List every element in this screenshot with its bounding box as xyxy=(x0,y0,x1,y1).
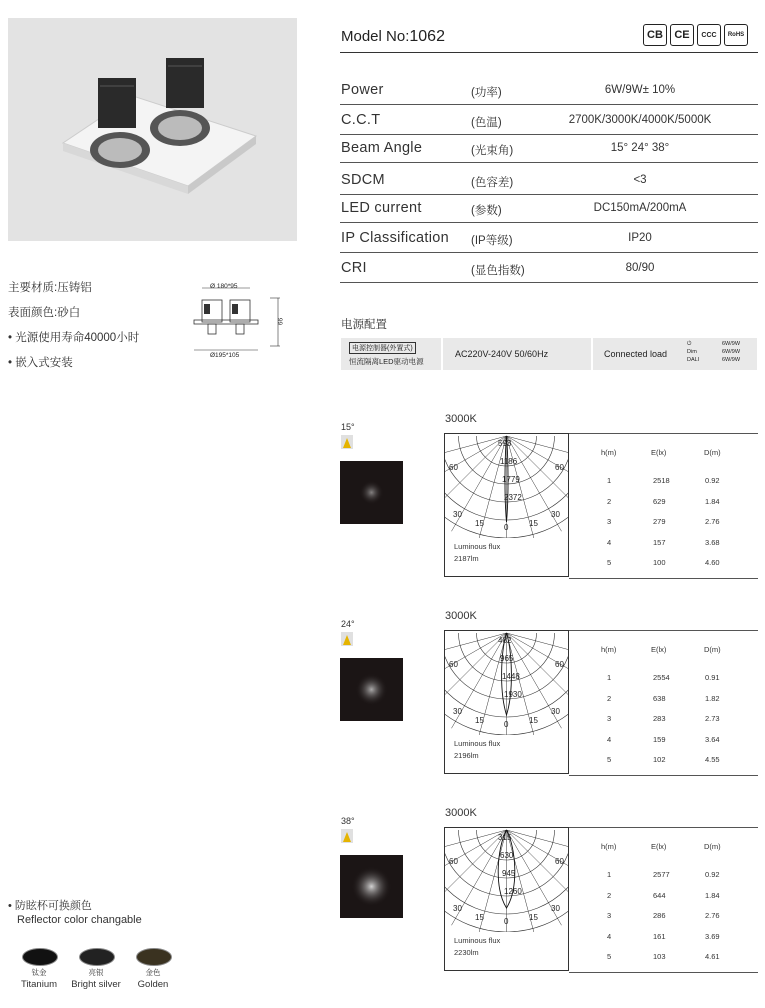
spec-row-led-current xyxy=(340,192,758,223)
beam-spot-image xyxy=(340,658,403,721)
polar-label: 15 xyxy=(475,716,484,725)
table-cell-e: 644 xyxy=(653,890,666,900)
reflector-option-cn: 金色 xyxy=(145,968,161,977)
table-cell-h: 3 xyxy=(607,517,612,526)
feature-lifetime: • 光源使用寿命40000小时 xyxy=(8,332,140,344)
polar-ring-value: 1186 xyxy=(500,457,518,466)
col-header: h(m) xyxy=(601,842,617,851)
spec-cn: (参数) xyxy=(471,205,502,217)
spec-value: 2700K/3000K/4000K/5000K xyxy=(568,114,712,126)
reflector-option-cn: 钛金 xyxy=(31,968,47,977)
polar-ring-value: 1779 xyxy=(502,475,520,484)
rohs-mark-icon: RoHS xyxy=(724,24,748,46)
load-value: 6W/9W xyxy=(722,349,741,355)
polar-ring-value: 482 xyxy=(498,636,512,645)
polar-ring-value: 945 xyxy=(502,869,516,878)
table-cell-h: 1 xyxy=(607,870,612,879)
table-cell-d: 4.61 xyxy=(705,952,720,961)
spec-label: C.C.T xyxy=(341,112,381,128)
flux-value: 2230lm xyxy=(454,948,479,957)
mode-dali: DALI xyxy=(687,357,700,363)
reflector-option-en: Bright silver xyxy=(71,979,121,990)
table-cell-h: 1 xyxy=(607,673,612,682)
beam-angle-label: 15° xyxy=(341,422,355,432)
spec-cn: (色温) xyxy=(471,117,502,129)
flux-value: 2187lm xyxy=(454,554,479,563)
table-cell-h: 2 xyxy=(607,496,612,506)
polar-diagram xyxy=(444,630,569,774)
polar-spoke xyxy=(507,633,569,661)
beam-spot-image xyxy=(340,461,403,524)
spec-value: 15° 24° 38° xyxy=(610,142,670,154)
polar-label: 15 xyxy=(529,913,538,922)
cb-mark-icon: CB xyxy=(643,24,667,46)
polar-label: 0 xyxy=(504,523,509,532)
polar-label: 30 xyxy=(453,904,462,913)
col-header: E(lx) xyxy=(651,448,667,457)
table-cell-d: 3.68 xyxy=(705,537,720,547)
polar-label: 60 xyxy=(449,857,458,866)
feature-install: • 嵌入式安装 xyxy=(8,357,73,369)
polar-label: 15 xyxy=(475,519,484,528)
product-photo xyxy=(8,18,297,241)
spec-row-ip xyxy=(340,222,758,253)
table-cell-h: 1 xyxy=(607,476,612,485)
ce-mark-icon: CE xyxy=(670,24,694,46)
table-cell-e: 157 xyxy=(653,537,666,547)
table-cell-h: 4 xyxy=(607,537,612,547)
polar-ring-value: 630 xyxy=(500,851,514,860)
beam-triangle-icon xyxy=(341,632,353,646)
polar-label: 30 xyxy=(551,510,560,519)
spec-cn: (IP等级) xyxy=(471,235,513,247)
col-header: h(m) xyxy=(601,645,617,654)
table-cell-h: 5 xyxy=(607,952,612,961)
spec-row-power xyxy=(340,74,758,105)
table-cell-h: 5 xyxy=(607,558,612,567)
polar-ring-value: 965 xyxy=(500,654,514,663)
flux-label: Luminous flux xyxy=(454,542,501,551)
table-cell-h: 4 xyxy=(607,931,612,941)
input-voltage: AC220V-240V 50/60Hz xyxy=(455,349,549,359)
table-cell-h: 3 xyxy=(607,714,612,723)
table-cell-d: 4.60 xyxy=(705,558,720,567)
table-cell-e: 103 xyxy=(653,952,666,961)
beam-triangle-icon xyxy=(341,435,353,449)
ccc-mark-icon: CCC xyxy=(697,24,721,46)
spec-label: SDCM xyxy=(341,172,385,188)
mode-column xyxy=(687,340,699,364)
reflector-swatch-icon xyxy=(136,948,172,966)
divider xyxy=(441,338,443,370)
polar-label: 0 xyxy=(504,720,509,729)
table-cell-d: 1.84 xyxy=(705,890,720,900)
driver-label: 恒流隔离LED驱动电源 xyxy=(349,357,424,366)
table-cell-d: 1.82 xyxy=(705,693,720,703)
polar-diagram xyxy=(444,433,569,577)
model-label: Model No: xyxy=(341,28,410,45)
table-cell-e: 279 xyxy=(653,517,666,526)
flux-label: Luminous flux xyxy=(454,936,501,945)
table-cell-h: 3 xyxy=(607,911,612,920)
polar-label: 60 xyxy=(449,660,458,669)
col-header: E(lx) xyxy=(651,842,667,851)
table-cell-h: 2 xyxy=(607,890,612,900)
certification-marks xyxy=(643,24,748,46)
load-value: 6W/9W xyxy=(722,341,741,347)
dimension-drawing xyxy=(188,282,288,367)
dim-height-label: 99 xyxy=(276,317,284,326)
polar-label: 15 xyxy=(529,716,538,725)
polar-label: 30 xyxy=(551,904,560,913)
table-cell-d: 0.91 xyxy=(705,673,720,682)
spec-row-sdcm xyxy=(340,164,758,195)
polar-ring-value: 593 xyxy=(498,439,512,448)
reflector-swatch-icon xyxy=(79,948,115,966)
table-cell-d: 2.76 xyxy=(705,517,720,526)
polar-ring-value: 315 xyxy=(498,833,512,842)
cct-label: 3000K xyxy=(445,807,477,819)
spec-value: IP20 xyxy=(628,232,652,244)
reflector-option-cn: 亮银 xyxy=(88,968,104,977)
table-cell-e: 2518 xyxy=(653,476,670,485)
table-cell-e: 161 xyxy=(653,931,666,941)
col-header: E(lx) xyxy=(651,645,667,654)
table-cell-d: 2.76 xyxy=(705,911,720,920)
power-config-title: 电源配置 xyxy=(341,319,387,331)
header-rule xyxy=(340,52,758,53)
beam-triangle-icon xyxy=(341,829,353,843)
polar-ring-value: 1448 xyxy=(502,672,520,681)
polar-ring-value: 1930 xyxy=(504,690,522,699)
spec-cn: (显色指数) xyxy=(471,265,525,277)
table-cell-d: 4.55 xyxy=(705,755,720,764)
table-cell-d: 0.92 xyxy=(705,870,720,879)
feature-material: 主要材质:压铸铝 xyxy=(8,282,92,294)
spec-label: LED current xyxy=(341,200,422,216)
table-cell-e: 638 xyxy=(653,693,666,703)
table-cell-d: 1.84 xyxy=(705,496,720,506)
model-value: 1062 xyxy=(409,28,445,45)
table-cell-d: 3.64 xyxy=(705,734,720,744)
reflector-swatch-icon xyxy=(22,948,58,966)
polar-label: 60 xyxy=(555,463,564,472)
col-header: D(m) xyxy=(704,842,721,851)
spec-label: Beam Angle xyxy=(341,140,423,156)
beam-angle-label: 24° xyxy=(341,619,355,629)
dim-bottom-label: Ø195*105 xyxy=(210,352,240,359)
power-config-box xyxy=(341,338,757,370)
illuminance-table xyxy=(569,630,758,776)
spec-value: DC150mA/200mA xyxy=(593,202,687,214)
col-header: D(m) xyxy=(704,448,721,457)
load-column xyxy=(722,340,740,364)
reflector-option-en: Titanium xyxy=(20,979,58,990)
illuminance-table xyxy=(569,433,758,579)
polar-label: 60 xyxy=(555,857,564,866)
polar-label: 60 xyxy=(449,463,458,472)
spec-value: 6W/9W± 10% xyxy=(604,84,676,96)
divider xyxy=(591,338,593,370)
load-value: 6W/9W xyxy=(722,357,741,363)
reflector-option-en: Golden xyxy=(137,979,169,990)
polar-label: 0 xyxy=(504,917,509,926)
spec-label: IP Classification xyxy=(341,230,449,246)
polar-ring-value: 2372 xyxy=(504,493,522,502)
flux-value: 2196lm xyxy=(454,751,479,760)
spec-label: CRI xyxy=(341,260,367,276)
dim-top-label: Ø 180*95 xyxy=(210,283,238,290)
table-cell-d: 2.73 xyxy=(705,714,720,723)
cct-label: 3000K xyxy=(445,610,477,622)
table-cell-e: 629 xyxy=(653,496,666,506)
spec-value: 80/90 xyxy=(625,262,655,274)
table-cell-e: 102 xyxy=(653,755,666,764)
table-cell-e: 283 xyxy=(653,714,666,723)
polar-ring-value: 1260 xyxy=(504,887,522,896)
spec-cn: (色容差) xyxy=(471,177,514,189)
spec-label: Power xyxy=(341,82,384,98)
table-cell-d: 0.92 xyxy=(705,476,720,485)
mode-dim: Dim xyxy=(687,349,697,355)
table-cell-h: 5 xyxy=(607,755,612,764)
reflector-title-cn: • 防眩杯可换颜色 xyxy=(8,900,92,912)
table-cell-e: 159 xyxy=(653,734,666,744)
feature-color: 表面颜色:砂白 xyxy=(8,307,81,319)
polar-diagram xyxy=(444,827,569,971)
polar-label: 30 xyxy=(453,707,462,716)
model-number xyxy=(341,28,445,46)
flux-label: Luminous flux xyxy=(454,739,501,748)
spec-cn: (光束角) xyxy=(471,145,514,157)
polar-spoke xyxy=(507,830,569,858)
illuminance-table xyxy=(569,827,758,973)
power-icon: ⏻ xyxy=(687,341,692,347)
table-cell-h: 2 xyxy=(607,693,612,703)
col-header: D(m) xyxy=(704,645,721,654)
beam-spot-image xyxy=(340,855,403,918)
reflector-title-en: Reflector color changable xyxy=(17,914,142,926)
connected-load-label: Connected load xyxy=(604,349,668,359)
spec-row-cri xyxy=(340,252,758,283)
table-cell-e: 2577 xyxy=(653,870,670,879)
cct-label: 3000K xyxy=(445,413,477,425)
table-cell-e: 100 xyxy=(653,558,666,567)
spec-row-cct xyxy=(340,104,758,135)
polar-label: 15 xyxy=(475,913,484,922)
table-cell-e: 2554 xyxy=(653,673,670,682)
polar-label: 30 xyxy=(453,510,462,519)
spec-value: <3 xyxy=(633,174,647,186)
table-cell-d: 3.69 xyxy=(705,931,720,941)
beam-angle-label: 38° xyxy=(341,816,355,826)
polar-label: 30 xyxy=(551,707,560,716)
spec-cn: (功率) xyxy=(471,87,502,99)
table-cell-e: 286 xyxy=(653,911,666,920)
col-header: h(m) xyxy=(601,448,617,457)
polar-label: 15 xyxy=(529,519,538,528)
spec-row-beam-angle xyxy=(340,132,758,163)
polar-label: 60 xyxy=(555,660,564,669)
table-cell-h: 4 xyxy=(607,734,612,744)
controller-label: 电源控制器(外置式) xyxy=(349,342,416,354)
